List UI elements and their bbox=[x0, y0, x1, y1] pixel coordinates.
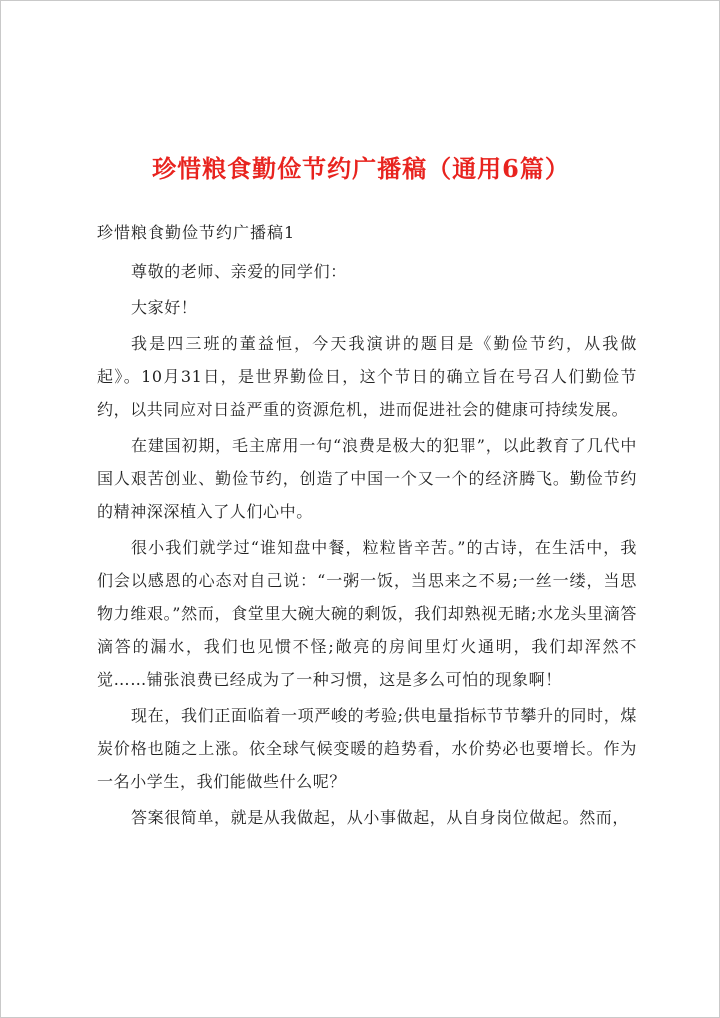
paragraph-answer: 答案很简单，就是从我做起，从小事做起，从自身岗位做起。然而， bbox=[131, 808, 630, 827]
paragraph-waste: 很小我们就学过“谁知盘中餐，粒粒皆辛苦。”的古诗，在生活中，我们会以感恩的心态对自己说：“一粥一饭，当思来之不易;一丝一缕，当思物力维艰。”然而，食堂里大碗大碗的剩饭，我们却熟视无睹;水龙头里滴答滴答的漏水，我们也见惯不怪;敞亮的房间里灯火通明，我们却浑然不觉……铺张浪费已经成为了一种习惯，这是多么可怕的现象啊！ bbox=[97, 538, 637, 689]
document-title: 珍惜粮食勤俭节约广播稿（通用6篇） bbox=[152, 154, 570, 183]
document-body bbox=[97, 219, 637, 837]
paragraph-challenge: 现在，我们正面临着一项严峻的考验;供电量指标节节攀升的同时，煤炭价格也随之上涨。依全球气候变暖的趋势看，水价势必也要增长。作为一名小学生，我们能做些什么呢？ bbox=[97, 706, 637, 791]
section-heading: 珍惜粮食勤俭节约广播稿1 bbox=[97, 223, 296, 242]
paragraph-hello: 大家好！ bbox=[131, 298, 198, 317]
paragraph-history: 在建国初期，毛主席用一句“浪费是极大的犯罪”，以此教育了几代中国人艰苦创业、勤俭节约，创造了中国一个又一个的经济腾飞。勤俭节约的精神深深植入了人们心中。 bbox=[97, 436, 637, 521]
paragraph-greeting: 尊敬的老师、亲爱的同学们： bbox=[131, 262, 347, 281]
paragraph-intro: 我是四三班的董益恒，今天我演讲的题目是《勤俭节约，从我做起》。10月31日，是世界勤俭日，这个节日的确立旨在号召人们勤俭节约，以共同应对日益严重的资源危机，进而促进社会的健康可持续发展。 bbox=[97, 334, 637, 419]
